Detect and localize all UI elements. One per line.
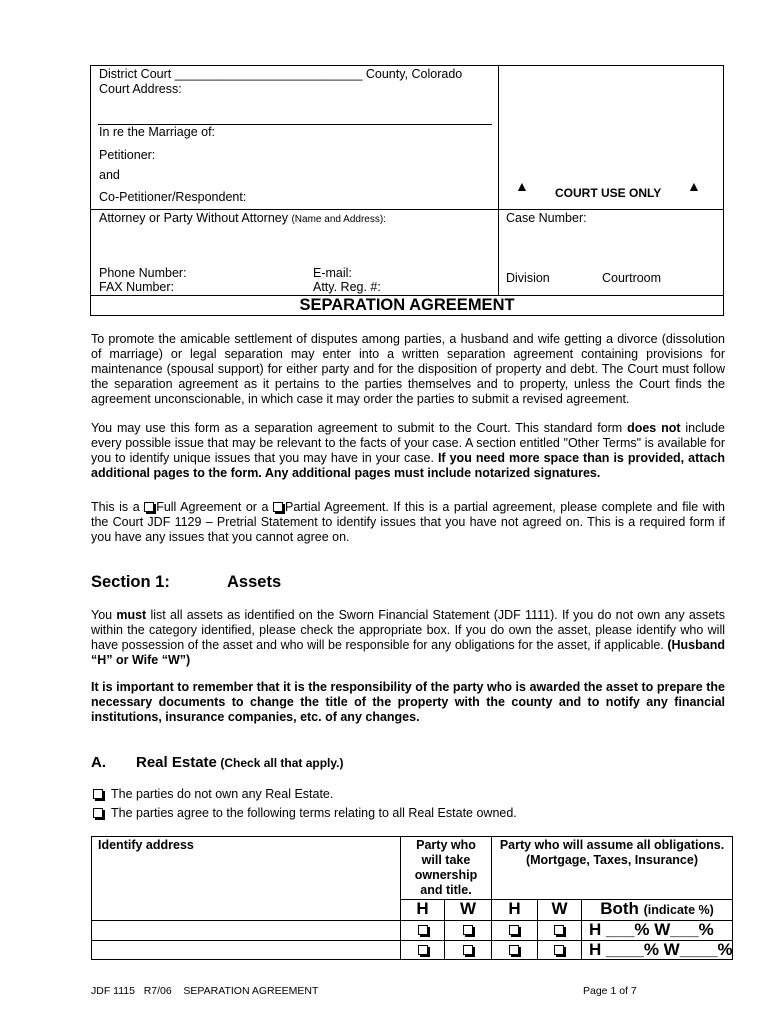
husband-obligation-checkbox[interactable] — [509, 945, 519, 955]
full-agreement-checkbox[interactable] — [144, 502, 154, 512]
text: You — [91, 608, 117, 622]
wife-owner-header: W — [459, 899, 477, 918]
percentage-split-field[interactable]: H ___% W___% — [589, 920, 714, 939]
no-real-estate-option[interactable] — [93, 787, 333, 801]
subsection-note: (Check all that apply.) — [220, 756, 344, 770]
both-note: (indicate %) — [643, 903, 714, 917]
and-label: and — [99, 168, 120, 182]
assets-instructions — [91, 608, 725, 668]
subsection-title: Real Estate — [136, 754, 217, 771]
wife-obligation-header: W — [551, 899, 568, 918]
arrow-up-icon: ▲ — [687, 178, 701, 194]
atty-reg-label[interactable]: Atty. Reg. #: — [313, 280, 381, 294]
section-label: Section 1: — [91, 573, 170, 591]
text: This is a — [91, 500, 145, 514]
wife-obligation-checkbox[interactable] — [554, 945, 564, 955]
fax-label[interactable]: FAX Number: — [99, 280, 175, 294]
header-line: Party who — [416, 838, 476, 852]
in-re-label: In re the Marriage of: — [99, 125, 216, 139]
division-label[interactable]: Division — [506, 271, 550, 285]
percentage-split-field[interactable]: H ____% W____% — [589, 940, 733, 959]
text-bold: If you need more space than is provided, attach additional pages to the form. Any additional pages must include notarized signatures. — [91, 451, 725, 480]
courtroom-label[interactable]: Courtroom — [602, 271, 662, 285]
text: list all assets as identified on the Sworn Financial Statement (JDF 1111). If you do not own any assets within the category identified, please check the appropriate box. If you do own the asset, please identify who will have possession of the asset and who will be responsible for any obligations for the asset, if applicable. — [91, 608, 725, 652]
agree-real-estate-checkbox[interactable] — [93, 808, 103, 818]
caption-divider — [498, 209, 499, 295]
attorney-label-text: Attorney or Party Without Attorney — [99, 211, 288, 225]
partial-agreement-label: Partial Agreement. If this is a partial agreement, please complete and file with the Court JDF 1129 – Pretrial Statement to identify issues that you have not agreed on. This is a required form if you have any issues that you cannot agree on. — [91, 500, 725, 544]
wife-owner-checkbox[interactable] — [463, 925, 473, 935]
subsection-letter: A. — [91, 754, 106, 771]
court-address-label[interactable]: Court Address: — [99, 82, 182, 96]
caption-divider — [498, 66, 499, 209]
text-bold: (Husband “H” or Wife “W”) — [91, 638, 725, 667]
header-line: ownership — [414, 868, 478, 882]
agreement-type-paragraph — [91, 500, 725, 545]
court-line[interactable]: District Court ___________________________ County, Colorado — [99, 67, 463, 81]
husband-owner-checkbox[interactable] — [418, 945, 428, 955]
court-use-only-label: COURT USE ONLY — [555, 186, 662, 200]
partial-agreement-checkbox[interactable] — [273, 502, 283, 512]
header-line: will take — [421, 853, 471, 867]
arrow-up-icon: ▲ — [515, 178, 529, 194]
option-label: The parties do not own any Real Estate. — [111, 787, 334, 801]
text-bold: must — [116, 608, 147, 622]
husband-owner-header: H — [416, 899, 429, 918]
header-line: (Mortgage, Taxes, Insurance) — [525, 853, 699, 867]
instructions-paragraph — [91, 421, 725, 481]
caption-box — [90, 65, 724, 316]
email-label[interactable]: E-mail: — [313, 266, 352, 280]
phone-label[interactable]: Phone Number: — [99, 266, 187, 280]
ownership-column-header — [401, 838, 491, 898]
intro-paragraph: To promote the amicable settlement of disputes among parties, a husband and wife getting a divorce (dissolution of marriage) or legal separation may enter into a written separation agreement containing provisions for maintenance (spousal support) for either party and for the disposition of property and debt. The Court must follow the separation agreement as it pertains to the parties themselves and to property, unless the Court finds the agreement unconscionable, in which case it may order the parties to submit a revised agreement. — [91, 332, 725, 406]
both-obligation-header — [582, 899, 732, 919]
document-title: SEPARATION AGREEMENT — [299, 296, 515, 314]
subsection-heading — [136, 754, 344, 771]
case-number-label[interactable]: Case Number: — [506, 211, 587, 225]
text-bold: does not — [627, 421, 681, 435]
husband-obligation-header: H — [508, 899, 521, 918]
real-estate-table — [91, 836, 733, 960]
wife-owner-checkbox[interactable] — [463, 945, 473, 955]
text: You may use this form as a separation agreement to submit to the Court. This standard form — [91, 421, 628, 435]
option-label: The parties agree to the following terms relating to all Real Estate owned. — [111, 806, 517, 820]
husband-obligation-checkbox[interactable] — [509, 925, 519, 935]
agree-real-estate-option[interactable] — [93, 806, 517, 820]
petitioner-label[interactable]: Petitioner: — [99, 148, 156, 162]
text: include every possible issue that may be relevant to the facts of your case. A section entitled "Other Terms" is available for you to identify unique issues that you may have in your case. — [91, 421, 725, 465]
assets-warning: It is important to remember that it is the responsibility of the party who is awarded the asset to prepare the necessary documents to change the title of the property with the county and to notify any financial institutions, insurance companies, etc. of any changes. — [91, 680, 725, 724]
no-real-estate-checkbox[interactable] — [93, 789, 103, 799]
full-agreement-label: Full Agreement or a — [156, 500, 273, 514]
caption-divider — [91, 209, 723, 210]
address-column-header: Identify address — [98, 838, 194, 852]
form-id-footer: JDF 1115 R7/06 SEPARATION AGREEMENT — [91, 985, 319, 997]
co-petitioner-label[interactable]: Co-Petitioner/Respondent: — [99, 190, 247, 204]
header-line: and title. — [420, 883, 472, 897]
page-number: Page 1 of 7 — [583, 985, 637, 997]
header-line: Party who will assume all obligations. — [499, 838, 725, 852]
husband-owner-checkbox[interactable] — [418, 925, 428, 935]
attorney-label[interactable] — [99, 211, 386, 225]
obligations-column-header — [492, 838, 732, 868]
section-title: Assets — [227, 573, 282, 591]
attorney-note: (Name and Address): — [291, 214, 386, 225]
wife-obligation-checkbox[interactable] — [554, 925, 564, 935]
both-label: Both — [600, 899, 639, 918]
